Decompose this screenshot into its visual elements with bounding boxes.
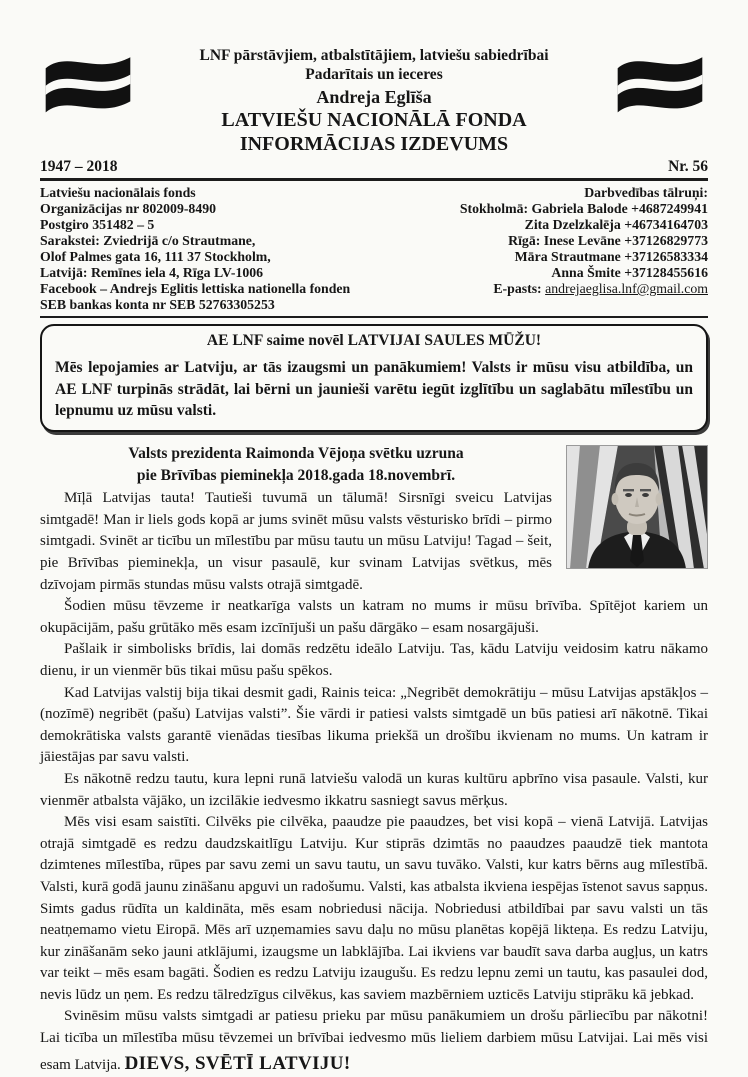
issue-row <box>40 158 708 176</box>
speech-article <box>40 443 708 1077</box>
phone-line: Anna Šmite +37128455616 <box>551 265 708 281</box>
issue-number: Nr. 56 <box>668 158 708 176</box>
mail-address-sweden-2: Olof Palmes gata 16, 111 37 Stockholm, <box>40 249 271 265</box>
contact-left-column <box>40 185 350 313</box>
org-number: Organizācijas nr 802009-8490 <box>40 201 217 217</box>
article-paragraph: Svinēsim mūsu valsts simtgadi ar patiesu prieku par mūsu panākumiem un drošu pārliecību par nākotni! Lai ticība un mīlestība mūsu tēvzemei un brīvībai iedvesmo mūs lieliem darbiem mūsu Latvijai. Lai mēs visi esam Latvija. <box>40 1008 708 1073</box>
president-photo <box>566 445 708 569</box>
masthead-subtitle: Padarītais un ieceres <box>305 66 443 84</box>
masthead-org-title: LATVIEŠU NACIONĀLĀ FONDA <box>221 109 527 132</box>
phone-line: Stokholmā: Gabriela Balode +4687249941 <box>459 201 708 217</box>
postgiro: Postgiro 351482 – 5 <box>40 217 155 233</box>
mail-address-latvia: Latvijā: Remīnes iela 4, Rīga LV-1006 <box>40 265 264 281</box>
article-paragraph: Šodien mūsu tēvzeme ir neatkarīga valsts un katram no mums ir mūsu brīvība. Spītējot kariem un okupācijām, pašu grūtāko mēs esam izcīnījuši un pašu dārgāko – esam nosargājuši. <box>40 598 708 636</box>
phone-line: Rīgā: Inese Levāne +37126829773 <box>508 233 708 249</box>
article-closing-paragraph <box>40 1006 708 1077</box>
article-paragraph: Mīļā Latvijas tauta! Tautieši tuvumā un tālumā! Sirsnīgi sveicu Latvijas simtgadē! Man ir liels gods kopā ar jums svinēt mūsu valsts vēsturisko brīdi – pirmo simtgadi. Svinēt ar ticību un mīlestību par mūsu tautu un mūsu Latviju! Tagad – šeit, pie Brīvības pieminekļa, un visur pasaulē, kur svinam Latvijas svētkus, mēs dzīvojam pirmās stundas mūsu valsts otrajā simtgadē. <box>40 490 552 593</box>
contact-right-column <box>460 185 708 313</box>
phone-line: Zita Dzelzkalēja +46734164703 <box>524 217 708 233</box>
greeting-title: AE LNF saime novēl LATVIJAI SAULES MŪŽU! <box>206 332 542 350</box>
article-paragraph: Kad Latvijas valstij bija tikai desmit gadi, Rainis teica: „Negribēt demokrātiju – mūsu Latvijas apstākļos – (nozīmē) negribēt (pašu) Latvijas valsti”. Šie vārdi ir patiesi valsts simtgadē un būs patiesi arī nākotnē. Tikai demokrātiska valsts garantē vienādas tiesības likuma priekšā un drošību ikvienam no mums. Un katram ir jāiestājas par savu valsti. <box>40 684 708 766</box>
years-range: 1947 – 2018 <box>40 158 118 176</box>
article-heading-line2: pie Brīvības pieminekļa 2018.gada 18.novembrī. <box>136 466 456 484</box>
article-paragraph: Mēs visi esam saistīti. Cilvēks pie cilvēka, paaudze pie paaudzes, bet visi kopā – vienā Latvijā. Latvijas otrajā simtgadē es redzu daudzskaitlīgu Latviju. Kur stiprās dzimtās no paaudzes paaudzē tiek mantota dzimtenes mīlestība, rūpes par savu zemi un savu tautu, un savu tuvāko. Valsti, kur katrs bērns aug mīlestībā. Valsti, kurā godā jaunu zināšanu apguvi un radošumu. Valsti, kas atbalsta ikviena iespējas īstenot savus sapņus. Simts gadus rūdīta un kaldināta, mēs esam nobriedusi nācija. Nobriedusi atbildībai par savu valsti un tās neatņemamo vietu Eiropā. Mēs arī uzņemamies savu daļu no mūsu planētas kopējā likteņa. Es redzu Latviju, kur zināšanām seko jauni atklājumi, izaugsme un labklājība. Lai ikviens var baudīt sava darba augļus, un katrs var teikt – mēs esam bagāti. Šodien es redzu Latviju izaugušu. Es redzu lepnu zemi un tautu, kas pasaulei dod, nevis lūdz un ņem. Es redzu tālredzīgus cilvēkus, kas saviem mazbērniem uzticēs Latviju stiprāku kā jebkad. <box>40 814 708 1003</box>
article-heading-line1: Valsts prezidenta Raimonda Vējoņa svētku uzruna <box>128 445 464 463</box>
masthead-audience-line: LNF pārstāvjiem, atbalstītājiem, latviešu sabiedrībai <box>199 47 549 64</box>
masthead <box>40 46 708 156</box>
greeting-box <box>40 324 708 432</box>
phone-line: Māra Strautmane +37126583334 <box>514 249 708 265</box>
email-label: E-pasts: <box>493 281 546 297</box>
article-paragraph: Es nākotnē redzu tautu, kura lepni runā latviešu valodā un kuras kultūru apbrīno visa pasaule. Valsti, kur vienmēr atbalsta vājāko, un izcilākie iedvesmo ikkatru sasniegt savus mērķus. <box>40 770 708 809</box>
email-link[interactable]: andrejaeglisa.lnf@gmail.com <box>545 281 708 297</box>
facebook-line: Facebook – Andrejs Eglitis lettiska nationella fonden <box>40 281 351 297</box>
closing-blessing: DIEVS, SVĒTĪ LATVIJU! <box>124 1052 351 1074</box>
contact-divider <box>40 316 708 318</box>
latvian-flag-icon <box>42 48 134 122</box>
masthead-founder-name: Andreja Eglīša <box>316 86 432 107</box>
bank-account: SEB bankas konta nr SEB 52763305253 <box>40 297 275 313</box>
greeting-body: Mēs lepojamies ar Latviju, ar tās izaugsmi un panākumiem! Valsts ir mūsu visu atbildība, un AE LNF turpinās strādāt, lai bērni un jaunieši varētu iegūt izglītību un saglabātu mīlestību un lepnumu uz mūsu valsti. <box>55 359 693 420</box>
mail-address-sweden-1: Sarakstei: Zviedrijā c/o Strautmane, <box>40 233 256 249</box>
masthead-divider <box>40 178 708 181</box>
org-name: Latviešu nacionālais fonds <box>40 185 196 201</box>
phones-heading: Darbvedības tālruņi: <box>584 185 708 201</box>
email-line <box>460 281 708 297</box>
article-paragraph: Pašlaik ir simbolisks brīdis, lai domās redzētu ideālo Latviju. Tas, kādu Latviju veidosim katru nākamo dienu, ir un vienmēr būs tikai mūsu pašu spēkos. <box>40 641 708 679</box>
contact-block <box>40 185 708 313</box>
latvian-flag-icon <box>614 48 706 122</box>
masthead-publication-title: INFORMĀCIJAS IZDEVUMS <box>239 133 509 156</box>
